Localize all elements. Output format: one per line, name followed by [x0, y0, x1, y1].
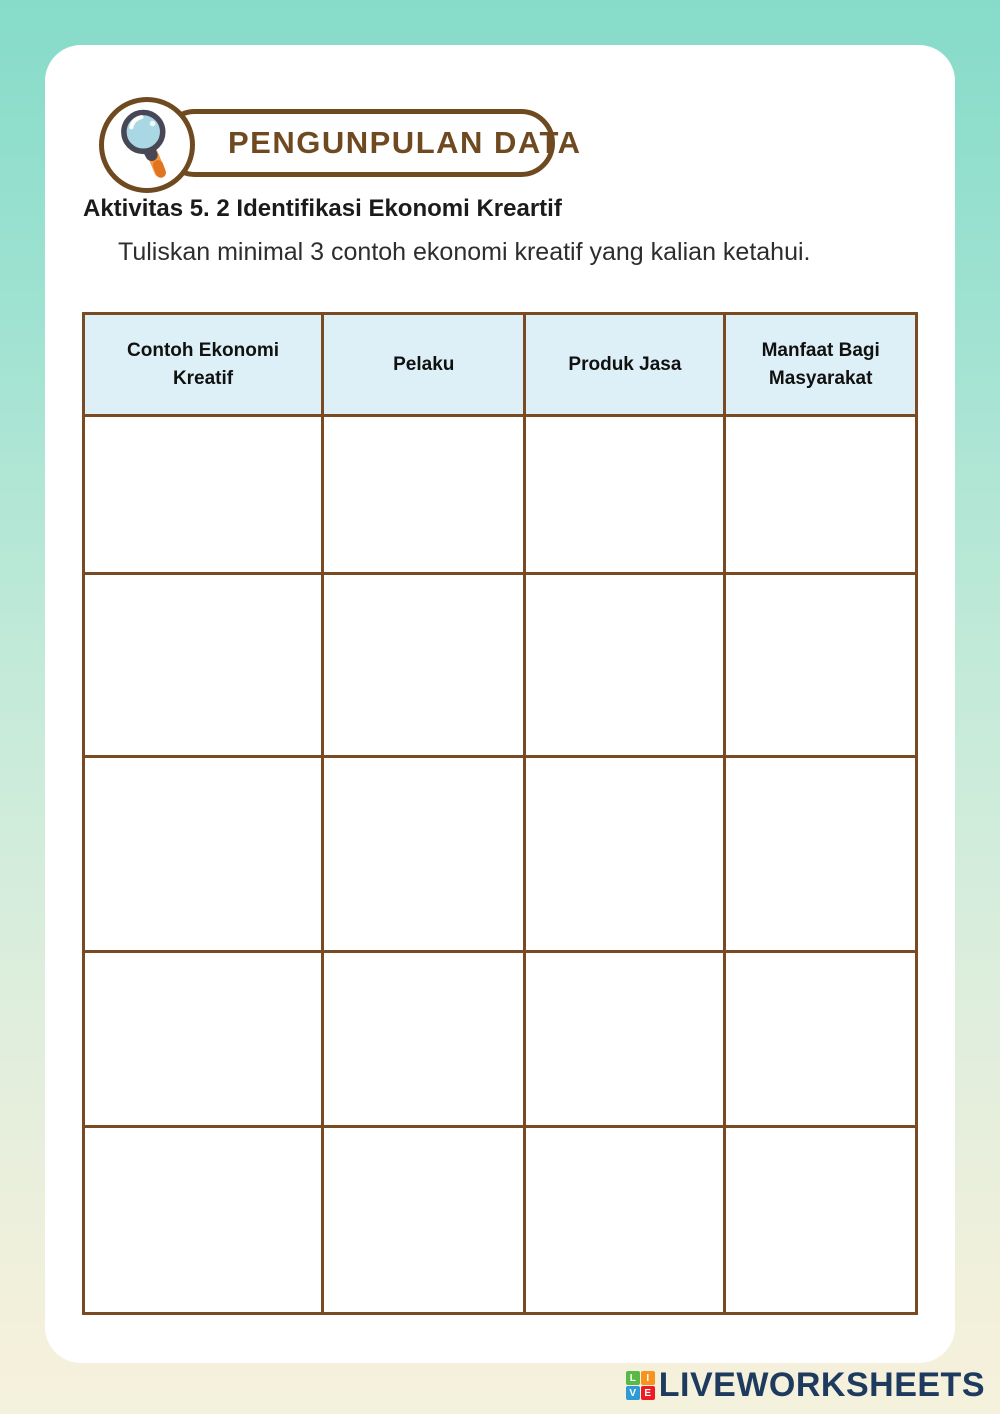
liveworksheets-wordmark: LIVEWORKSHEETS — [658, 1366, 985, 1404]
answer-cell[interactable] — [84, 416, 323, 574]
activity-instruction: Tuliskan minimal 3 contoh ekonomi kreatif yang kalian ketahui. — [118, 238, 811, 266]
answer-cell[interactable] — [725, 416, 917, 574]
answer-cell[interactable] — [525, 757, 725, 952]
table-row — [84, 757, 917, 952]
liveworksheets-branding — [626, 1366, 985, 1405]
answer-cell[interactable] — [725, 574, 917, 757]
answer-cell[interactable] — [725, 1127, 917, 1314]
answer-cell[interactable] — [525, 416, 725, 574]
section-badge-label: PENGUNPULAN DATA — [228, 125, 582, 160]
answer-cell[interactable] — [84, 757, 323, 952]
logo-square-l: L — [626, 1371, 640, 1385]
answer-cell[interactable] — [84, 1127, 323, 1314]
answer-cell[interactable] — [84, 574, 323, 757]
answer-cell[interactable] — [525, 574, 725, 757]
answer-cell[interactable] — [84, 952, 323, 1127]
column-header-produk-jasa: Produk Jasa — [525, 314, 725, 416]
logo-square-v: V — [626, 1386, 640, 1400]
table-row — [84, 416, 917, 574]
table-row — [84, 1127, 917, 1314]
answer-cell[interactable] — [725, 952, 917, 1127]
answer-cell[interactable] — [323, 416, 525, 574]
activity-title: Aktivitas 5. 2 Identifikasi Ekonomi Kreartif — [83, 195, 562, 222]
table-header-row — [84, 314, 917, 416]
liveworksheets-logo-icon — [626, 1371, 655, 1400]
answer-cell[interactable] — [323, 757, 525, 952]
answer-cell[interactable] — [323, 1127, 525, 1314]
worksheet-table — [82, 312, 918, 1315]
table-row — [84, 952, 917, 1127]
logo-square-e: E — [641, 1386, 655, 1400]
column-header-pelaku: Pelaku — [323, 314, 525, 416]
answer-cell[interactable] — [323, 574, 525, 757]
section-badge — [161, 109, 582, 177]
answer-cell[interactable] — [323, 952, 525, 1127]
column-header-contoh-ekonomi-kreatif: Contoh Ekonomi Kreatif — [84, 314, 323, 416]
worksheet-card — [45, 45, 955, 1363]
answer-cell[interactable] — [525, 952, 725, 1127]
table-row — [84, 574, 917, 757]
magnifier-icon — [110, 106, 184, 185]
answer-cell[interactable] — [525, 1127, 725, 1314]
badge-icon-circle — [99, 97, 195, 193]
logo-square-i: I — [641, 1371, 655, 1385]
answer-cell[interactable] — [725, 757, 917, 952]
column-header-manfaat-bagi-masyarakat: Manfaat Bagi Masyarakat — [725, 314, 917, 416]
